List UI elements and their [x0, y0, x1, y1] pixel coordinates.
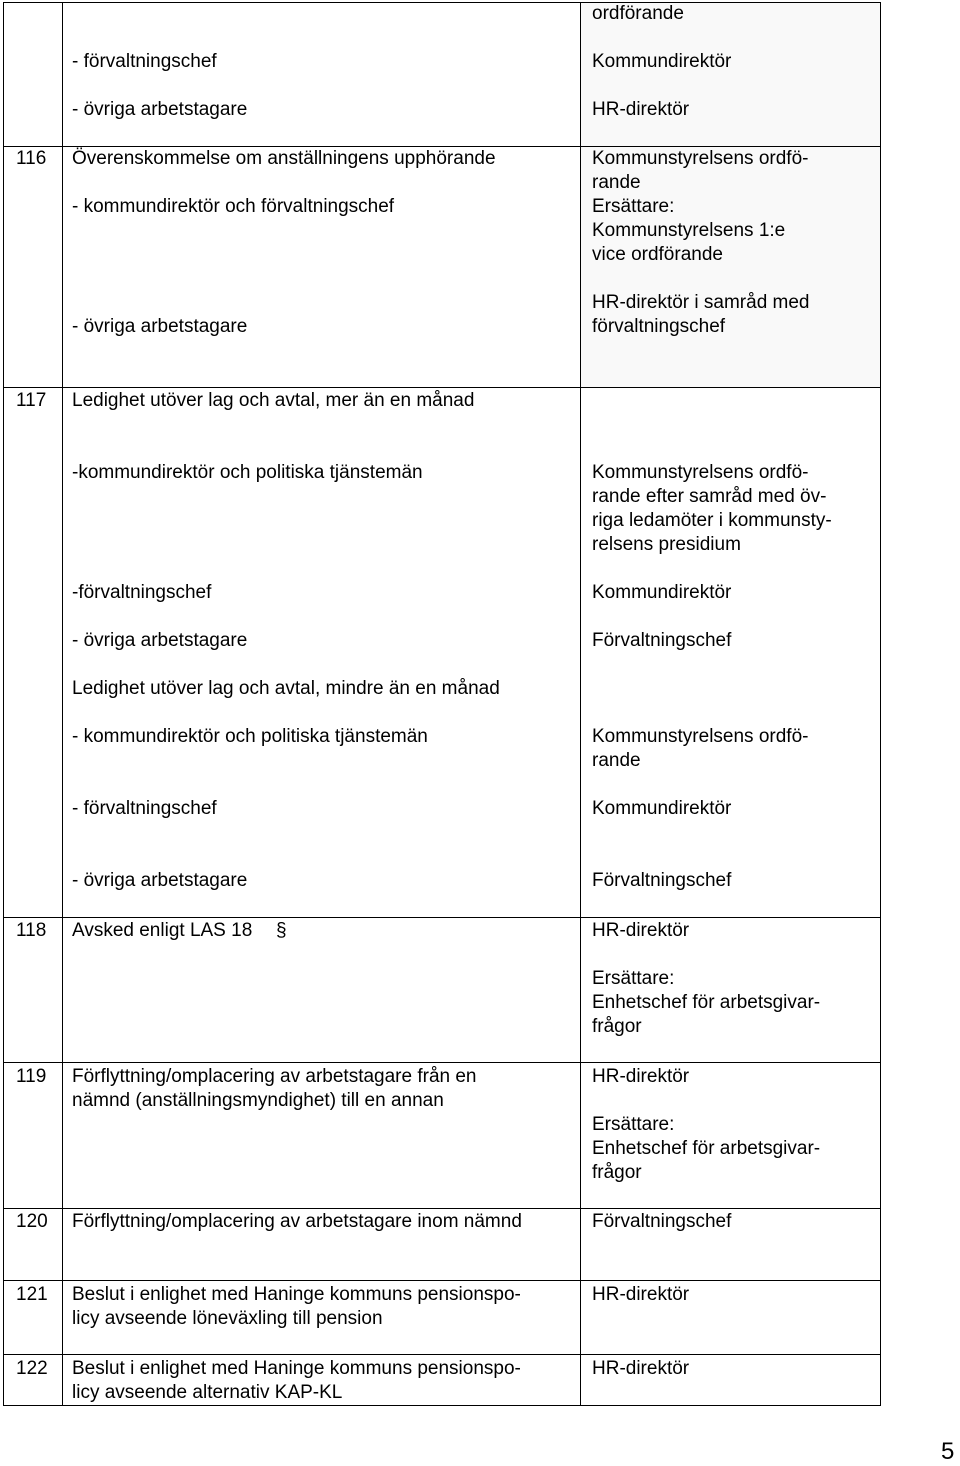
row-title-line: Beslut i enlighet med Haninge kommuns pensionspo-	[72, 1358, 521, 1379]
delegate-text: Ersättare:	[592, 196, 675, 217]
item-label: - förvaltningschef	[72, 798, 217, 819]
substitute-text: frågor	[592, 1016, 642, 1037]
row-number: 120	[16, 1211, 48, 1232]
delegate-text: Kommundirektör	[592, 582, 732, 603]
row-title-line: nämnd (anställningsmyndighet) till en annan	[72, 1090, 444, 1111]
row-title-line: licy avseende alternativ KAP-KL	[72, 1382, 343, 1403]
row-number: 122	[16, 1358, 48, 1379]
delegate-text: Förvaltningschef	[592, 870, 732, 891]
row-divider	[3, 917, 881, 918]
item-label: -kommundirektör och politiska tjänstemän	[72, 462, 423, 483]
row-number: 121	[16, 1284, 48, 1305]
row-title: Förflyttning/omplacering av arbetstagare inom nämnd	[72, 1211, 522, 1232]
page-number: 5	[941, 1438, 955, 1465]
item-label: - kommundirektör och politiska tjänstemän	[72, 726, 428, 747]
delegate-text: Kommunstyrelsens ordfö-	[592, 726, 809, 747]
row-title-line: Förflyttning/omplacering av arbetstagare från en	[72, 1066, 477, 1087]
delegate-text: förvaltningschef	[592, 316, 726, 337]
delegate-text: vice ordförande	[592, 244, 723, 265]
row-title: Överenskommelse om anställningens upphörande	[72, 148, 496, 169]
row-number: 119	[16, 1066, 47, 1087]
table-border-bottom	[3, 1405, 881, 1406]
row-divider	[3, 387, 881, 388]
substitute-text: Ersättare:	[592, 968, 675, 989]
section-sign: §	[276, 920, 287, 941]
cont-right-2: HR-direktör	[592, 99, 690, 120]
delegate-text: HR-direktör i samråd med	[592, 292, 810, 313]
cont-right-0: ordförande	[592, 3, 684, 24]
delegate-text: HR-direktör	[592, 1284, 690, 1305]
table-border-left	[3, 2, 4, 1406]
delegate-text: rande	[592, 750, 641, 771]
row-title-line: licy avseende löneväxling till pension	[72, 1308, 383, 1329]
item-label: -förvaltningschef	[72, 582, 212, 603]
delegate-text: relsens presidium	[592, 534, 741, 555]
table-border-num-col	[62, 2, 63, 1406]
substitute-text: Ersättare:	[592, 1114, 675, 1135]
delegate-text: Förvaltningschef	[592, 1211, 732, 1232]
cont-left-1: - övriga arbetstagare	[72, 99, 248, 120]
row-divider	[3, 1208, 881, 1209]
cont-right-1: Kommundirektör	[592, 51, 732, 72]
delegate-text: HR-direktör	[592, 1358, 690, 1379]
row-subtitle: Ledighet utöver lag och avtal, mindre än en månad	[72, 678, 500, 699]
row-title: Avsked enligt LAS 18	[72, 920, 253, 941]
row-number: 116	[16, 148, 47, 169]
item-label: - övriga arbetstagare	[72, 630, 248, 651]
delegate-text: rande efter samråd med öv-	[592, 486, 827, 507]
delegate-text: Kommunstyrelsens ordfö-	[592, 462, 809, 483]
row-divider	[3, 1062, 881, 1063]
item-label: - övriga arbetstagare	[72, 870, 248, 891]
delegate-text: Kommunstyrelsens ordfö-	[592, 148, 809, 169]
row-divider	[3, 1354, 881, 1355]
item-label: - övriga arbetstagare	[72, 316, 248, 337]
delegate-text: rande	[592, 172, 641, 193]
row-divider	[3, 1280, 881, 1281]
substitute-text: Enhetschef för arbetsgivar-	[592, 1138, 821, 1159]
table-border-mid	[580, 2, 581, 1406]
table-border-right	[880, 2, 881, 1406]
row-number: 117	[16, 390, 47, 411]
delegate-text: riga ledamöter i kommunsty-	[592, 510, 832, 531]
delegate-text: HR-direktör	[592, 920, 690, 941]
delegate-text: Kommundirektör	[592, 798, 732, 819]
delegate-text: Förvaltningschef	[592, 630, 732, 651]
delegate-text: Kommunstyrelsens 1:e	[592, 220, 786, 241]
delegate-text: HR-direktör	[592, 1066, 690, 1087]
item-label: - kommundirektör och förvaltningschef	[72, 196, 395, 217]
substitute-text: frågor	[592, 1162, 642, 1183]
row-number: 118	[16, 920, 47, 941]
table-border-top	[3, 2, 881, 3]
row-title: Ledighet utöver lag och avtal, mer än en månad	[72, 390, 475, 411]
row-title-line: Beslut i enlighet med Haninge kommuns pensionspo-	[72, 1284, 521, 1305]
cont-left-0: - förvaltningschef	[72, 51, 217, 72]
substitute-text: Enhetschef för arbetsgivar-	[592, 992, 821, 1013]
